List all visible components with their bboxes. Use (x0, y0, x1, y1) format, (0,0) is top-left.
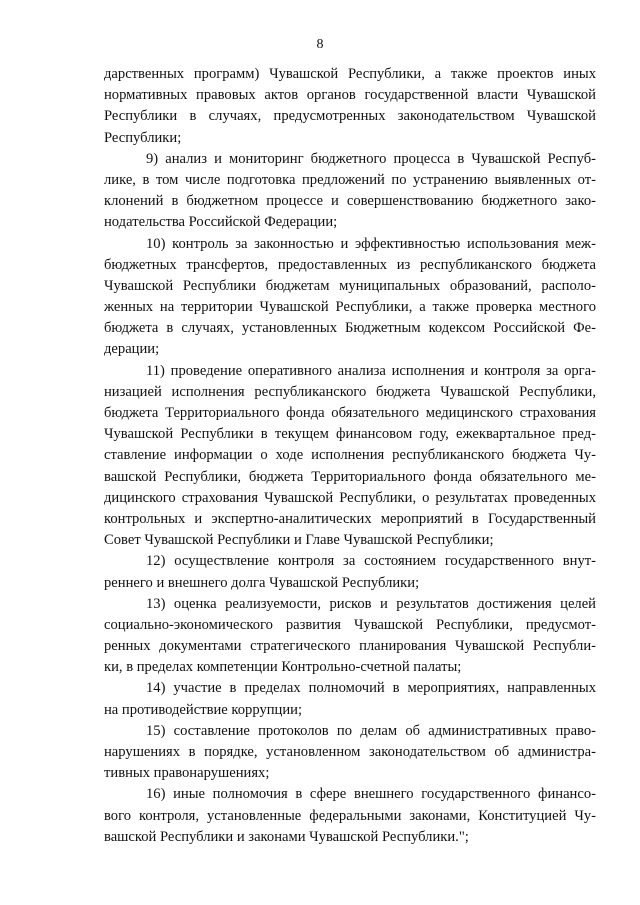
paragraph-continuation (104, 64, 596, 149)
text-line: 14) участие в пределах полномочий в мероприятиях, направленных (146, 680, 596, 697)
text-line: вашской Республики, бюджета Территориального фонда обязательного ме- (104, 468, 596, 485)
text-line: Совет Чувашской Республики и Главе Чувашской Республики; (104, 532, 494, 549)
text-line: Республики в случаях, предусмотренных законодательством Чувашской (104, 108, 596, 125)
text-line: ки, в пределах компетенции Контрольно-счетной палаты; (104, 659, 462, 676)
paragraph-item-15 (104, 721, 596, 785)
text-line: Чувашской Республики бюджетам муниципальных образований, располо- (104, 277, 596, 294)
text-line: 12) осуществление контроля за состоянием государственного внут- (146, 553, 596, 570)
text-line: Республики; (104, 129, 182, 146)
text-line: 9) анализ и мониторинг бюджетного процесса в Чувашской Респуб- (146, 150, 596, 167)
text-line: 10) контроль за законностью и эффективностью использования меж- (146, 235, 596, 252)
paragraph-item-14 (104, 678, 596, 720)
text-line: лике, в том числе подготовка предложений по устранению выявленных от- (104, 171, 596, 188)
text-line: на противодействие коррупции; (104, 701, 303, 718)
document-body (104, 64, 596, 848)
paragraph-item-9 (104, 149, 596, 234)
text-line: дарственных программ) Чувашской Республики, а также проектов иных (104, 66, 596, 82)
text-line: ренных документами стратегического планирования Чувашской Республи- (104, 638, 596, 655)
paragraph-item-16 (104, 784, 596, 848)
text-line: дерации; (104, 341, 160, 358)
text-line: социально-экономического развития Чувашской Республики, предусмот- (104, 616, 596, 633)
paragraph-item-11 (104, 361, 596, 552)
text-line: бюджета Территориального фонда обязательного медицинского страхования (104, 405, 596, 421)
text-line: реннего и внешнего долга Чувашской Республики; (104, 574, 420, 591)
text-line: женных на территории Чувашской Республики, а также проверка местного (104, 299, 596, 316)
text-line: 15) составление протоколов по делам об административных право- (146, 722, 596, 739)
text-line: нормативных правовых актов органов государственной власти Чувашской (104, 87, 596, 104)
text-line: нарушениях в порядке, установленном законодательством об администра- (104, 744, 596, 760)
text-line: контрольных и экспертно-аналитических мероприятий в Государственный (104, 510, 596, 527)
text-line: дицинского страхования Чувашской Республики, о результатах проведенных (104, 489, 596, 506)
text-line: бюджетных трансфертов, предоставленных из республиканского бюджета (104, 256, 596, 273)
paragraph-item-12 (104, 551, 596, 593)
text-line: нодательства Российской Федерации; (104, 214, 338, 231)
text-line: тивных правонарушениях; (104, 765, 270, 782)
paragraph-item-10 (104, 234, 596, 361)
text-line: 13) оценка реализуемости, рисков и результатов достижения целей (146, 595, 596, 612)
text-line: Чувашской Республики в текущем финансовом году, ежеквартальное пред- (104, 426, 596, 443)
text-line: низацией исполнения республиканского бюджета Чувашской Республики, (104, 383, 596, 400)
text-line: вого контроля, установленные федеральными законами, Конституцией Чу- (104, 807, 596, 824)
text-line: вашской Республики и законами Чувашской Республики."; (104, 828, 469, 845)
text-line: 11) проведение оперативного анализа исполнения и контроля за орга- (146, 362, 596, 379)
page-number: 8 (316, 37, 324, 52)
paragraph-item-13 (104, 594, 596, 679)
text-line: 16) иные полномочия в сфере внешнего государственного финансо- (146, 786, 596, 803)
text-line: бюджета в случаях, установленных Бюджетным кодексом Российской Фе- (104, 320, 596, 337)
text-line: ставление информации о ходе исполнения республиканского бюджета Чу- (104, 447, 596, 464)
text-line: клонений в бюджетном процессе и совершенствованию бюджетного зако- (104, 193, 596, 210)
